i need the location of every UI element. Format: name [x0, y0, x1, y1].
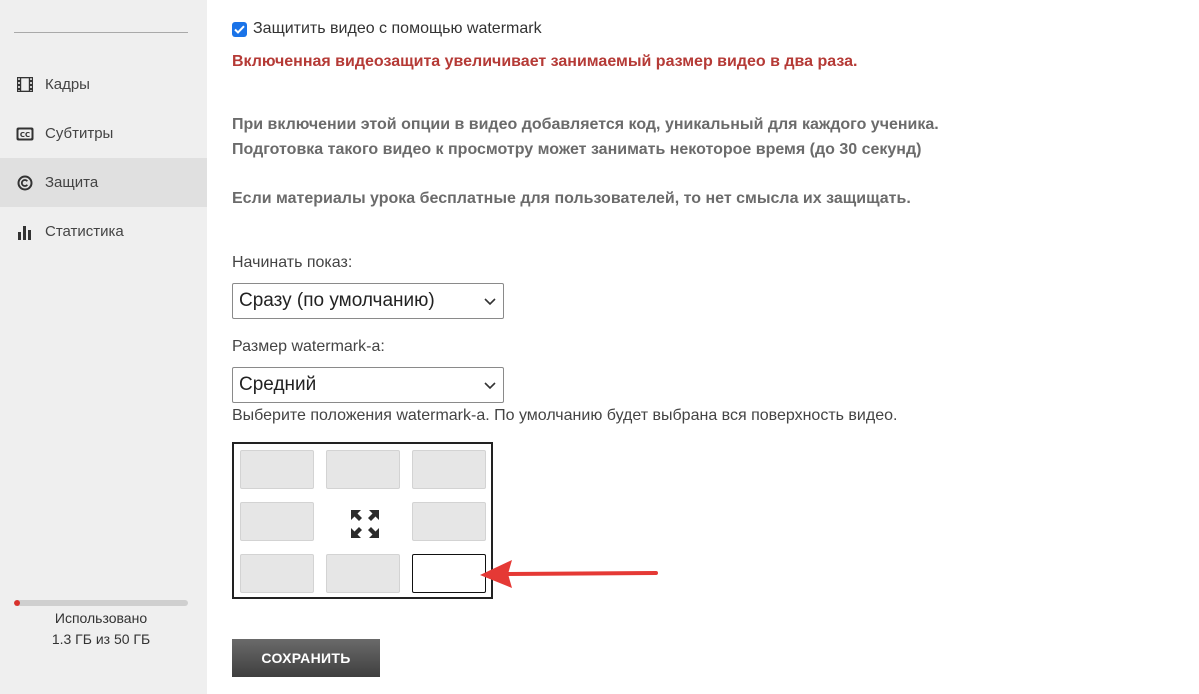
watermark-position-hint: Выберите положения watermark-а. По умолчанию будет выбрана вся поверхность видео.	[232, 407, 898, 424]
watermark-position-grid	[232, 442, 493, 599]
film-icon	[16, 76, 34, 94]
start-show-label: Начинать показ:	[232, 254, 353, 271]
sidebar-item-label: Защита	[45, 174, 99, 191]
sidebar-item-label: Статистика	[45, 223, 124, 240]
svg-text:CC: CC	[19, 130, 31, 139]
position-cell-bottom-left[interactable]	[240, 554, 314, 593]
protect-watermark-checkbox[interactable]	[232, 22, 247, 37]
sidebar-item-subtitles[interactable]	[0, 109, 207, 158]
start-show-selected-value: Сразу (по умолчанию)	[239, 290, 435, 311]
protection-info-line-3: Если материалы урока бесплатные для пользователей, то нет смысла их защищать.	[232, 190, 911, 207]
sidebar-divider	[14, 32, 188, 33]
sidebar-item-frames[interactable]	[0, 60, 207, 109]
sidebar-item-label: Субтитры	[45, 125, 114, 142]
protection-warning: Включенная видеозащита увеличивает занимаемый размер видео в два раза.	[232, 53, 858, 70]
position-cell-top-right[interactable]	[412, 450, 486, 489]
protect-watermark-checkbox-row[interactable]	[232, 20, 542, 38]
watermark-size-selected-value: Средний	[239, 374, 317, 395]
position-cell-bottom-right[interactable]	[412, 554, 486, 593]
storage-progress-fill	[14, 600, 20, 606]
position-cell-top-center[interactable]	[326, 450, 400, 489]
sidebar	[0, 0, 207, 694]
protection-info-line-2: Подготовка такого видео к просмотру может занимать некоторое время (до 30 секунд)	[232, 141, 922, 158]
position-cell-middle-left[interactable]	[240, 502, 314, 541]
protection-info-line-1: При включении этой опции в видео добавляется код, уникальный для каждого ученика.	[232, 116, 939, 133]
chevron-down-icon	[483, 378, 497, 397]
watermark-size-label: Размер watermark-а:	[232, 338, 385, 355]
checkmark-icon	[234, 25, 245, 34]
position-cell-middle-right[interactable]	[412, 502, 486, 541]
cc-icon	[16, 125, 34, 143]
bar-chart-icon	[16, 223, 34, 241]
storage-progress-bar	[14, 600, 188, 606]
storage-label: Использовано	[54, 610, 148, 626]
storage-value: 1.3 ГБ из 50 ГБ	[51, 631, 151, 647]
protect-watermark-label: Защитить видео с помощью watermark	[253, 20, 542, 37]
sidebar-item-label: Кадры	[45, 76, 90, 93]
start-show-select[interactable]	[232, 283, 504, 319]
save-button[interactable]: СОХРАНИТЬ	[232, 639, 380, 677]
copyright-icon	[16, 174, 34, 192]
sidebar-item-statistics[interactable]	[0, 207, 207, 256]
expand-arrows-icon[interactable]	[349, 508, 381, 540]
position-cell-top-left[interactable]	[240, 450, 314, 489]
chevron-down-icon	[483, 294, 497, 313]
main-content	[232, 0, 1172, 694]
watermark-size-select[interactable]	[232, 367, 504, 403]
position-cell-bottom-center[interactable]	[326, 554, 400, 593]
annotation-arrow-icon	[478, 555, 663, 591]
sidebar-item-protection[interactable]	[0, 158, 207, 207]
